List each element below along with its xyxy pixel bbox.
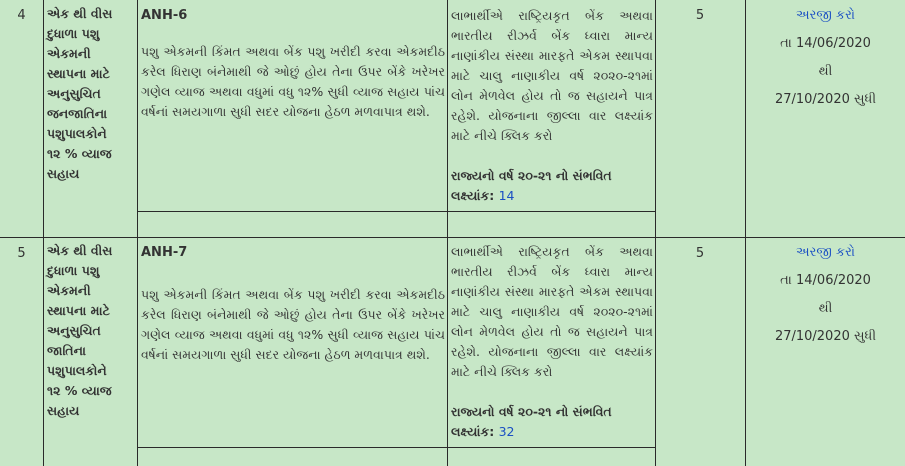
apply-link[interactable]: અરજી કરો	[795, 8, 856, 23]
target-label	[451, 402, 653, 442]
applicant-count: 5	[695, 8, 705, 23]
scheme-title-line: અનુસુચિત	[47, 86, 101, 101]
inner-divider	[137, 211, 655, 212]
apply-link[interactable]: અરજી કરો	[795, 245, 856, 260]
date-separator: થી	[818, 64, 833, 79]
scheme-code: ANH-6	[141, 8, 188, 23]
scheme-title-line: સ્થાપના માટે	[47, 303, 110, 318]
scheme-title-line: એક થી વીસ	[47, 6, 113, 21]
scheme-eligibility: લાભાર્થીએ રાષ્ટ્રિયકૃત બેંક અથવા ભારતીય રીઝર્વ બેંક ધ્વારા માન્ય નાણાંકીય સંસ્થા મારફતે એકમ સ્થાપવા માટે ચાલુ નાણાકીય વર્ષ ૨૦૨૦-૨૧માં લોન મેળવેલ હોય તો જ સહાયને પાત્ર રહેશે. યોજનાના જીલ્લા વાર લક્ષ્યાંક માટે નીચે ક્લિક કરો	[451, 8, 653, 143]
target-label-text: રાજ્યનો વર્ષ ૨૦-૨૧ નો સંભવિત લક્ષ્યાંક:	[451, 404, 612, 439]
row-divider	[0, 237, 905, 238]
cell-border	[447, 0, 448, 212]
scheme-title-line: અનુસુચિત	[47, 323, 101, 338]
applicant-count: 5	[695, 246, 705, 261]
date-from: તા 14/06/2020	[780, 273, 871, 288]
column-divider	[655, 0, 656, 466]
scheme-title-line: સહાય	[47, 403, 80, 418]
scheme-title-line: દુધાળા પશુ	[47, 263, 100, 278]
target-label-text: રાજ્યનો વર્ષ ૨૦-૨૧ નો સંભવિત લક્ષ્યાંક:	[451, 168, 612, 203]
scheme-eligibility: લાભાર્થીએ રાષ્ટ્રિયકૃત બેંક અથવા ભારતીય રીઝર્વ બેંક ધ્વારા માન્ય નાણાંકીય સંસ્થા મારફતે એકમ સ્થાપવા માટે ચાલુ નાણાકીય વર્ષ ૨૦૨૦-૨૧માં લોન મેળવેલ હોય તો જ સહાયને પાત્ર રહેશે. યોજનાના જીલ્લા વાર લક્ષ્યાંક માટે નીચે ક્લિક કરો	[451, 244, 653, 379]
scheme-title-line: એકમની	[47, 283, 91, 298]
column-divider	[43, 0, 44, 466]
row-serial-number: 5	[17, 246, 26, 261]
scheme-title-line: પશુપાલકોને	[47, 126, 107, 141]
scheme-title-line: જનજાતિના	[47, 106, 108, 121]
scheme-title-line: એક થી વીસ	[47, 243, 113, 258]
scheme-title-line: ૧૨ % વ્યાજ	[47, 146, 112, 161]
column-divider	[137, 0, 138, 466]
scheme-title-line: સહાય	[47, 166, 80, 181]
target-label	[451, 166, 653, 206]
apply-cell	[746, 239, 905, 351]
scheme-title	[47, 4, 135, 184]
date-to: 27/10/2020 સુધી	[774, 92, 877, 107]
row-serial-number: 4	[17, 8, 26, 23]
scheme-description: પશુ એકમની કિંમત અથવા બેંક પશુ ખરીદી કરવા એકમદીઠ કરેલ ધિરાણ બંનેમાથી જે ઓછું હોય તેના ઉપર બેંકે ખરેખર ગણેલ વ્યાજ અથવા વધુમાં વધુ ૧૨% સુધી વ્યાજ સહાય પાંચ વર્ષનાં સમયગાળા સુધી સદર યોજના હેઠળ મળવાપાત્ર થશે.	[141, 287, 445, 362]
target-value: 32	[498, 424, 515, 439]
date-to: 27/10/2020 સુધી	[774, 329, 877, 344]
scheme-title	[47, 241, 135, 421]
target-value: 14	[498, 188, 515, 203]
scheme-title-line: જાતિના	[47, 343, 86, 358]
scheme-description: પશુ એકમની કિંમત અથવા બેંક પશુ ખરીદી કરવા એકમદીઠ કરેલ ધિરાણ બંનેમાથી જે ઓછું હોય તેના ઉપર બેંકે ખરેખર ગણેલ વ્યાજ અથવા વધુમાં વધુ ૧૨% સુધી વ્યાજ સહાય પાંચ વર્ષનાં સમયગાળા સુધી સદર યોજના હેઠળ મળવાપાત્ર થશે.	[141, 44, 445, 119]
date-from: તા 14/06/2020	[780, 36, 871, 51]
scheme-title-line: એકમની	[47, 46, 91, 61]
scheme-title-line: દુધાળા પશુ	[47, 26, 100, 41]
scheme-title-line: ૧૨ % વ્યાજ	[47, 383, 112, 398]
scheme-title-line: સ્થાપના માટે	[47, 66, 110, 81]
date-separator: થી	[818, 301, 833, 316]
inner-divider	[137, 447, 655, 448]
scheme-title-line: પશુપાલકોને	[47, 363, 107, 378]
apply-cell	[746, 2, 905, 114]
scheme-code: ANH-7	[141, 245, 188, 260]
